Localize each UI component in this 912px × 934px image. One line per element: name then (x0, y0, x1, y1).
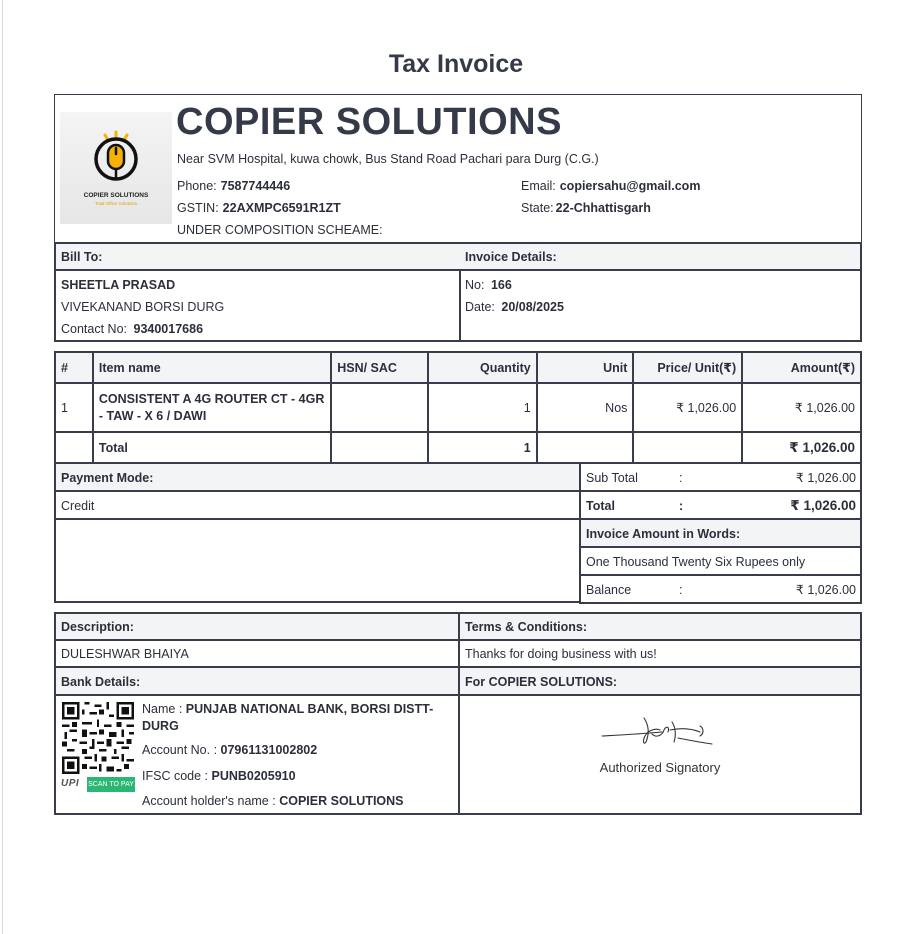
bill-to-name: SHEETLA PRASAD (61, 278, 176, 292)
table-header-row (55, 352, 861, 383)
company-gstin (177, 201, 341, 215)
bill-to-contact (61, 322, 203, 336)
total-colon: : (679, 499, 684, 513)
total-row (579, 490, 862, 520)
col-unit: Unit (537, 352, 634, 383)
gstin-label: GSTIN: (177, 201, 219, 215)
holder-value: COPIER SOLUTIONS (279, 794, 404, 808)
row-quantity: 1 (428, 383, 537, 432)
row-amount: ₹ 1,026.00 (742, 383, 861, 432)
email-label: Email: (521, 179, 556, 193)
upi-logo: UPI (61, 778, 80, 789)
company-email (521, 179, 700, 193)
terms-text: Thanks for doing business with us! (458, 639, 862, 668)
signatory-heading: For COPIER SOLUTIONS: (458, 666, 862, 696)
bill-section (54, 242, 862, 342)
payment-mode-heading: Payment Mode: (54, 462, 581, 492)
row-unit: Nos (537, 383, 634, 432)
total-row-label: Total (93, 432, 331, 463)
total-label: Total (586, 499, 615, 513)
row-hsn (331, 383, 428, 432)
subtotal-value: ₹ 1,026.00 (795, 471, 856, 485)
subtotal-colon: : (679, 471, 683, 485)
company-state (521, 201, 651, 215)
total-row-index (55, 432, 93, 463)
account-value: 07961131002802 (220, 743, 318, 757)
bill-divider (459, 271, 461, 342)
row-item-name: CONSISTENT A 4G ROUTER CT - 4GR - TAW - X 6 / DAWI (93, 383, 331, 432)
company-phone (177, 179, 290, 193)
col-price: Price/ Unit(₹) (633, 352, 742, 383)
account-label: Account No. : (142, 743, 218, 757)
bank-name-label: Name : (142, 702, 183, 716)
col-amount: Amount(₹) (742, 352, 861, 383)
row-index: 1 (55, 383, 93, 432)
row-price: ₹ 1,026.00 (633, 383, 742, 432)
invoice-no-label: No: (465, 278, 485, 292)
total-value: ₹ 1,026.00 (790, 498, 856, 513)
balance-label: Balance (586, 583, 632, 597)
table-total-row (55, 432, 861, 463)
invoice-number (465, 278, 512, 292)
col-item-name: Item name (93, 352, 331, 383)
col-index: # (55, 352, 93, 383)
subtotal-row (579, 462, 862, 492)
mouse-bulb-icon (60, 112, 172, 192)
total-row-price (633, 432, 742, 463)
invoice-date-label: Date: (465, 300, 495, 314)
phone-label: Phone: (177, 179, 217, 193)
amount-in-words-value: One Thousand Twenty Six Rupees only (579, 546, 862, 576)
bill-to-heading: Bill To: (56, 244, 460, 271)
bank-name-value: PUNJAB NATIONAL BANK, BORSI DISTT-DURG (142, 702, 434, 733)
invoice-date-value: 20/08/2025 (501, 300, 564, 314)
description-text: DULESHWAR BHAIYA (54, 639, 460, 668)
balance-value: ₹ 1,026.00 (795, 583, 856, 597)
description-heading: Description: (54, 612, 460, 641)
bank-name (142, 701, 452, 735)
balance-row (579, 574, 862, 604)
subtotal-label: Sub Total (586, 471, 638, 485)
terms-heading: Terms & Conditions: (458, 612, 862, 641)
company-name: COPIER SOLUTIONS (176, 101, 562, 143)
holder-label: Account holder's name : (142, 794, 276, 808)
page-edge (2, 0, 3, 934)
amount-in-words-heading: Invoice Amount in Words: (579, 518, 862, 548)
payment-mode-value: Credit (54, 490, 581, 520)
invoice-details-heading: Invoice Details: (460, 244, 860, 271)
payment-blank-area (54, 518, 581, 603)
bill-to-address: VIVEKANAND BORSI DURG (61, 300, 225, 314)
page-title: Tax Invoice (388, 50, 524, 78)
email-value: copiersahu@gmail.com (559, 179, 701, 193)
upi-qr-code (62, 702, 134, 774)
logo-text: COPIER SOLUTIONS (83, 192, 149, 199)
phone-value: 7587744446 (220, 179, 291, 193)
ifsc-value: PUNB0205910 (211, 769, 296, 783)
company-header (54, 94, 862, 243)
signatory-box (458, 694, 862, 815)
state-label: State: (521, 201, 554, 215)
logo-subtext: Total Office Solutions (94, 201, 138, 206)
invoice-no-value: 166 (490, 278, 512, 292)
total-row-amount: ₹ 1,026.00 (742, 432, 861, 463)
contact-label: Contact No: (61, 322, 128, 336)
total-row-quantity: 1 (428, 432, 537, 463)
authorized-signatory-label: Authorized Signatory (599, 760, 721, 775)
ifsc-label: IFSC code : (142, 769, 208, 783)
col-quantity: Quantity (428, 352, 537, 383)
gstin-value: 22AXMPC6591R1ZT (222, 201, 341, 215)
col-hsn: HSN/ SAC (331, 352, 428, 383)
company-logo (60, 112, 172, 224)
bank-ifsc (142, 769, 296, 783)
contact-value: 9340017686 (133, 322, 204, 336)
composition-scheme: UNDER COMPOSITION SCHEAME: (177, 223, 383, 237)
scan-to-pay-badge: SCAN TO PAY (87, 777, 135, 792)
bank-heading: Bank Details: (54, 666, 460, 696)
company-address: Near SVM Hospital, kuwa chowk, Bus Stand Road Pachari para Durg (C.G.) (177, 152, 599, 166)
items-table (54, 351, 862, 464)
total-row-hsn (331, 432, 428, 463)
invoice-date (465, 300, 564, 314)
bank-account (142, 743, 317, 757)
bank-holder (142, 794, 404, 808)
state-value: 22-Chhattisgarh (555, 201, 651, 215)
table-row (55, 383, 861, 432)
signature-image (600, 714, 720, 750)
total-row-unit (537, 432, 634, 463)
balance-colon: : (679, 583, 683, 597)
